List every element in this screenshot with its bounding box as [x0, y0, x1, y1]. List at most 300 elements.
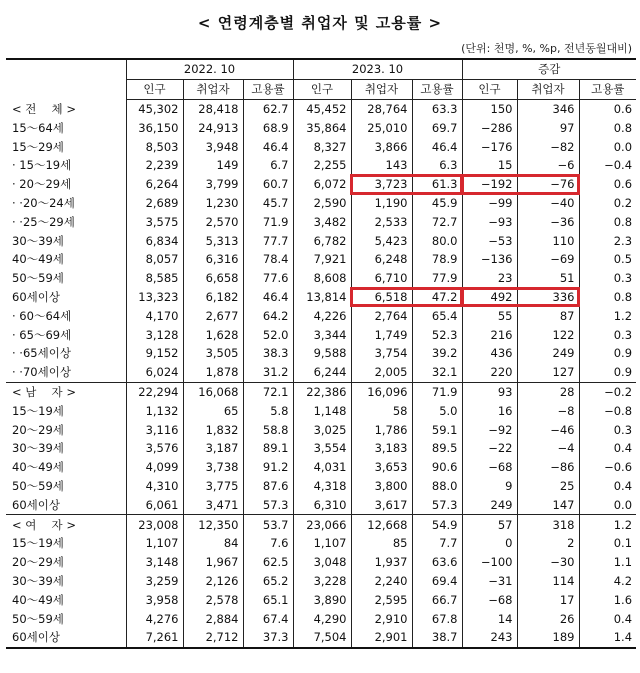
cell-rate-2023: 6.3 [412, 156, 462, 175]
cell-employed-2023: 1,749 [351, 325, 412, 344]
col-population-change: 인구 [462, 79, 517, 99]
cell-employed-change: 346 [517, 99, 579, 118]
cell-rate-2023: 78.9 [412, 250, 462, 269]
cell-rate-2023: 7.7 [412, 534, 462, 553]
cell-population-2022: 23,008 [126, 515, 183, 534]
cell-rate-change: 0.3 [579, 325, 636, 344]
cell-employed-change: −6 [517, 156, 579, 175]
table-row [6, 458, 636, 477]
cell-population-2022: 4,276 [126, 609, 183, 628]
cell-population-2023: 8,608 [293, 269, 351, 288]
cell-population-2022: 22,294 [126, 382, 183, 401]
cell-population-change: 9 [462, 477, 517, 496]
cell-population-change: −192 [462, 175, 517, 194]
cell-employed-2023: 1,190 [351, 194, 412, 213]
cell-population-2022: 8,585 [126, 269, 183, 288]
cell-population-2023: 3,554 [293, 439, 351, 458]
col-population-2023: 인구 [293, 79, 351, 99]
cell-population-2023: 6,072 [293, 175, 351, 194]
cell-employed-2023: 3,617 [351, 495, 412, 514]
cell-population-2023: 9,588 [293, 344, 351, 363]
cell-population-2023: 7,504 [293, 628, 351, 648]
cell-rate-2023: 46.4 [412, 137, 462, 156]
cell-rate-change: 2.3 [579, 231, 636, 250]
row-label: · ·20～24세 [12, 195, 75, 210]
row-label: 40～49세 [12, 252, 64, 267]
row-label: 15～29세 [12, 139, 64, 154]
cell-population-2022: 6,264 [126, 175, 183, 194]
cell-employed-2022: 149 [183, 156, 243, 175]
row-label: 50～59세 [12, 611, 64, 626]
col-employed-change: 취업자 [517, 79, 579, 99]
table-row [6, 420, 636, 439]
cell-employed-2022: 2,578 [183, 590, 243, 609]
cell-employed-change: −40 [517, 194, 579, 213]
cell-employed-change: 2 [517, 534, 579, 553]
cell-rate-2022: 65.2 [243, 572, 293, 591]
cell-employed-2022: 6,316 [183, 250, 243, 269]
row-label: · 65～69세 [12, 327, 72, 342]
table-row [6, 306, 636, 325]
cell-population-2023: 6,310 [293, 495, 351, 514]
year-2022-header: 2022. 10 [126, 59, 293, 79]
cell-employed-change: −76 [517, 175, 579, 194]
cell-population-2022: 4,099 [126, 458, 183, 477]
cell-population-2023: 45,452 [293, 99, 351, 118]
cell-population-change: 492 [462, 288, 517, 307]
cell-rate-change: 1.1 [579, 553, 636, 572]
cell-population-2023: 2,590 [293, 194, 351, 213]
cell-rate-change: 0.3 [579, 420, 636, 439]
cell-employed-change: −69 [517, 250, 579, 269]
cell-employed-2023: 3,800 [351, 477, 412, 496]
cell-rate-change: −0.4 [579, 156, 636, 175]
cell-population-2023: 4,226 [293, 306, 351, 325]
cell-population-change: −53 [462, 231, 517, 250]
cell-rate-2022: 6.7 [243, 156, 293, 175]
cell-rate-change: −0.2 [579, 382, 636, 401]
row-label: 15～19세 [12, 536, 64, 551]
cell-employed-2022: 28,418 [183, 99, 243, 118]
cell-population-change: 243 [462, 628, 517, 648]
cell-population-2022: 1,107 [126, 534, 183, 553]
cell-population-2023: 7,921 [293, 250, 351, 269]
cell-employed-2022: 2,884 [183, 609, 243, 628]
col-rate-2023: 고용률 [412, 79, 462, 99]
cell-population-2022: 13,323 [126, 288, 183, 307]
cell-employed-change: −8 [517, 401, 579, 420]
cell-employed-2022: 1,967 [183, 553, 243, 572]
cell-rate-2022: 64.2 [243, 306, 293, 325]
cell-population-2023: 23,066 [293, 515, 351, 534]
row-label: 15～64세 [12, 120, 64, 135]
cell-rate-2023: 66.7 [412, 590, 462, 609]
cell-rate-2022: 89.1 [243, 439, 293, 458]
cell-population-2022: 4,170 [126, 306, 183, 325]
cell-rate-change: 1.6 [579, 590, 636, 609]
cell-employed-2023: 1,937 [351, 553, 412, 572]
cell-population-2023: 3,025 [293, 420, 351, 439]
table-row [6, 401, 636, 420]
cell-employed-2023: 6,710 [351, 269, 412, 288]
cell-rate-2023: 45.9 [412, 194, 462, 213]
cell-rate-2022: 5.8 [243, 401, 293, 420]
table-row [6, 194, 636, 213]
cell-rate-2022: 46.4 [243, 137, 293, 156]
cell-rate-2023: 38.7 [412, 628, 462, 648]
cell-population-change: 150 [462, 99, 517, 118]
row-label: · ·65세이상 [12, 346, 71, 361]
cell-rate-2022: 46.4 [243, 288, 293, 307]
cell-population-2022: 2,239 [126, 156, 183, 175]
cell-employed-change: 97 [517, 118, 579, 137]
cell-rate-2022: 52.0 [243, 325, 293, 344]
row-label: 40～49세 [12, 460, 64, 475]
cell-rate-2022: 62.7 [243, 99, 293, 118]
table-row [6, 231, 636, 250]
year-2023-header: 2023. 10 [293, 59, 462, 79]
row-label: 20～29세 [12, 555, 64, 570]
cell-rate-2022: 60.7 [243, 175, 293, 194]
cell-rate-2023: 89.5 [412, 439, 462, 458]
cell-rate-2022: 58.8 [243, 420, 293, 439]
row-label: 60세이상 [12, 289, 60, 304]
cell-employed-change: 25 [517, 477, 579, 496]
cell-rate-change: 0.4 [579, 609, 636, 628]
cell-rate-change: 0.3 [579, 269, 636, 288]
table-row [6, 212, 636, 231]
cell-rate-2023: 61.3 [412, 175, 462, 194]
table-row [6, 156, 636, 175]
cell-population-2022: 6,834 [126, 231, 183, 250]
cell-rate-2023: 65.4 [412, 306, 462, 325]
cell-rate-2022: 67.4 [243, 609, 293, 628]
cell-employed-2022: 6,658 [183, 269, 243, 288]
cell-population-change: −68 [462, 590, 517, 609]
table-title: < 연령계층별 취업자 및 고용률 > [197, 14, 443, 32]
cell-population-2022: 2,689 [126, 194, 183, 213]
cell-rate-2022: 71.9 [243, 212, 293, 231]
row-label: · 20～29세 [12, 177, 72, 192]
cell-employed-change: 87 [517, 306, 579, 325]
cell-employed-change: −4 [517, 439, 579, 458]
table-row [6, 344, 636, 363]
cell-rate-change: 0.9 [579, 363, 636, 382]
cell-employed-2022: 1,628 [183, 325, 243, 344]
cell-population-change: −93 [462, 212, 517, 231]
cell-population-change: 93 [462, 382, 517, 401]
cell-population-2023: 1,107 [293, 534, 351, 553]
row-label: 20～29세 [12, 422, 64, 437]
row-label: 40～49세 [12, 592, 64, 607]
highlight-box-20-29-change [461, 174, 580, 195]
cell-rate-2022: 57.3 [243, 495, 293, 514]
cell-rate-change: 0.6 [579, 99, 636, 118]
cell-population-change: 249 [462, 495, 517, 514]
cell-population-2023: 3,048 [293, 553, 351, 572]
cell-population-2022: 9,152 [126, 344, 183, 363]
col-employed-2023: 취업자 [351, 79, 412, 99]
cell-population-2023: 3,890 [293, 590, 351, 609]
cell-rate-2023: 90.6 [412, 458, 462, 477]
cell-employed-change: 127 [517, 363, 579, 382]
cell-rate-change: 0.6 [579, 175, 636, 194]
cell-rate-2022: 77.6 [243, 269, 293, 288]
cell-population-2022: 6,024 [126, 363, 183, 382]
table-row [6, 382, 636, 401]
cell-population-change: 16 [462, 401, 517, 420]
row-label: 15～19세 [12, 403, 64, 418]
col-rate-change: 고용률 [579, 79, 636, 99]
table-row [6, 250, 636, 269]
cell-population-2022: 8,057 [126, 250, 183, 269]
cell-population-change: −31 [462, 572, 517, 591]
table-row [6, 553, 636, 572]
cell-rate-change: 0.8 [579, 212, 636, 231]
highlight-box-60-plus [350, 287, 463, 308]
header-row-years [6, 59, 636, 79]
cell-rate-2022: 91.2 [243, 458, 293, 477]
row-label: 30～39세 [12, 573, 64, 588]
cell-population-2022: 3,148 [126, 553, 183, 572]
cell-rate-2023: 71.9 [412, 382, 462, 401]
cell-employed-2022: 1,230 [183, 194, 243, 213]
cell-rate-change: 0.4 [579, 439, 636, 458]
cell-employed-change: 318 [517, 515, 579, 534]
table-row [6, 137, 636, 156]
cell-population-2023: 8,327 [293, 137, 351, 156]
cell-population-2022: 4,310 [126, 477, 183, 496]
cell-rate-change: −0.8 [579, 401, 636, 420]
cell-rate-2022: 53.7 [243, 515, 293, 534]
cell-employed-change: 28 [517, 382, 579, 401]
cell-employed-2023: 2,901 [351, 628, 412, 648]
cell-employed-change: 147 [517, 495, 579, 514]
cell-rate-change: 0.0 [579, 495, 636, 514]
cell-employed-change: −86 [517, 458, 579, 477]
row-label: 30～39세 [12, 441, 64, 456]
cell-rate-2023: 69.4 [412, 572, 462, 591]
cell-rate-2023: 32.1 [412, 363, 462, 382]
cell-rate-change: 4.2 [579, 572, 636, 591]
cell-population-2022: 3,958 [126, 590, 183, 609]
row-label: · 15～19세 [12, 158, 72, 173]
cell-employed-2023: 3,183 [351, 439, 412, 458]
cell-employed-change: −46 [517, 420, 579, 439]
cell-employed-change: −30 [517, 553, 579, 572]
cell-rate-2022: 78.4 [243, 250, 293, 269]
cell-rate-2023: 52.3 [412, 325, 462, 344]
cell-employed-2022: 3,505 [183, 344, 243, 363]
cell-population-2022: 3,575 [126, 212, 183, 231]
cell-population-2022: 7,261 [126, 628, 183, 648]
cell-employed-change: 336 [517, 288, 579, 307]
cell-employed-2022: 3,948 [183, 137, 243, 156]
cell-population-2022: 6,061 [126, 495, 183, 514]
cell-population-2023: 3,228 [293, 572, 351, 591]
cell-population-2022: 3,116 [126, 420, 183, 439]
table-row [6, 590, 636, 609]
cell-rate-change: 1.4 [579, 628, 636, 648]
cell-employed-2023: 6,518 [351, 288, 412, 307]
cell-employed-change: −36 [517, 212, 579, 231]
row-label-header [6, 59, 126, 99]
cell-rate-2023: 63.3 [412, 99, 462, 118]
table-row [6, 269, 636, 288]
employment-table [6, 58, 636, 649]
cell-population-2023: 35,864 [293, 118, 351, 137]
cell-rate-2022: 31.2 [243, 363, 293, 382]
cell-employed-2022: 6,182 [183, 288, 243, 307]
cell-employed-2023: 3,653 [351, 458, 412, 477]
cell-employed-2022: 3,775 [183, 477, 243, 496]
cell-population-change: −92 [462, 420, 517, 439]
cell-employed-2022: 5,313 [183, 231, 243, 250]
cell-employed-2023: 25,010 [351, 118, 412, 137]
cell-employed-2022: 16,068 [183, 382, 243, 401]
cell-rate-2023: 57.3 [412, 495, 462, 514]
cell-employed-change: 17 [517, 590, 579, 609]
row-label: · ·70세이상 [12, 365, 71, 380]
cell-rate-change: 1.2 [579, 306, 636, 325]
cell-employed-2023: 58 [351, 401, 412, 420]
row-label: · ·25～29세 [12, 214, 75, 229]
cell-rate-2023: 72.7 [412, 212, 462, 231]
cell-rate-change: 0.4 [579, 477, 636, 496]
table-row [6, 477, 636, 496]
row-label: 30～39세 [12, 233, 64, 248]
table-row [6, 572, 636, 591]
cell-rate-2023: 5.0 [412, 401, 462, 420]
cell-population-change: 436 [462, 344, 517, 363]
cell-rate-2022: 87.6 [243, 477, 293, 496]
cell-rate-2023: 69.7 [412, 118, 462, 137]
row-label: < 전 체 > [12, 101, 76, 116]
cell-employed-2023: 2,533 [351, 212, 412, 231]
cell-population-change: −22 [462, 439, 517, 458]
cell-rate-change: −0.6 [579, 458, 636, 477]
cell-population-2023: 3,344 [293, 325, 351, 344]
cell-population-change: −100 [462, 553, 517, 572]
cell-population-2022: 45,302 [126, 99, 183, 118]
cell-rate-2023: 47.2 [412, 288, 462, 307]
cell-rate-2023: 67.8 [412, 609, 462, 628]
cell-rate-2023: 54.9 [412, 515, 462, 534]
unit-note: (단위: 천명, %, %p, 전년동월대비) [461, 42, 632, 55]
cell-employed-2023: 2,240 [351, 572, 412, 591]
cell-employed-2023: 12,668 [351, 515, 412, 534]
cell-employed-2022: 2,570 [183, 212, 243, 231]
cell-population-2022: 1,132 [126, 401, 183, 420]
cell-employed-2023: 2,910 [351, 609, 412, 628]
cell-population-change: −99 [462, 194, 517, 213]
cell-employed-2023: 3,723 [351, 175, 412, 194]
cell-population-2023: 6,244 [293, 363, 351, 382]
cell-population-2022: 3,128 [126, 325, 183, 344]
cell-employed-2023: 6,248 [351, 250, 412, 269]
row-label: 50～59세 [12, 478, 64, 493]
cell-rate-change: 0.8 [579, 288, 636, 307]
cell-employed-2023: 2,764 [351, 306, 412, 325]
cell-employed-2023: 28,764 [351, 99, 412, 118]
cell-employed-2023: 5,423 [351, 231, 412, 250]
cell-rate-2023: 63.6 [412, 553, 462, 572]
row-label: < 남 자 > [6, 382, 126, 401]
cell-rate-2023: 88.0 [412, 477, 462, 496]
cell-rate-change: 0.0 [579, 137, 636, 156]
table-row [6, 99, 636, 118]
cell-rate-2023: 39.2 [412, 344, 462, 363]
cell-population-2023: 13,814 [293, 288, 351, 307]
cell-employed-2022: 3,738 [183, 458, 243, 477]
row-label: · 60～64세 [12, 308, 72, 323]
cell-population-change: 216 [462, 325, 517, 344]
cell-rate-change: 0.2 [579, 194, 636, 213]
cell-employed-2023: 2,005 [351, 363, 412, 382]
table-row [6, 439, 636, 458]
cell-rate-change: 0.8 [579, 118, 636, 137]
cell-employed-change: 122 [517, 325, 579, 344]
cell-population-change: 23 [462, 269, 517, 288]
table-row [6, 363, 636, 382]
cell-rate-2023: 77.9 [412, 269, 462, 288]
cell-employed-2023: 3,866 [351, 137, 412, 156]
cell-employed-2022: 12,350 [183, 515, 243, 534]
cell-population-change: 220 [462, 363, 517, 382]
cell-rate-2022: 68.9 [243, 118, 293, 137]
cell-rate-change: 0.1 [579, 534, 636, 553]
cell-employed-2022: 3,471 [183, 495, 243, 514]
cell-rate-2022: 65.1 [243, 590, 293, 609]
cell-employed-change: −82 [517, 137, 579, 156]
table-row [6, 118, 636, 137]
cell-employed-2023: 85 [351, 534, 412, 553]
highlight-box-20-29 [350, 174, 463, 195]
cell-population-2023: 4,290 [293, 609, 351, 628]
cell-employed-2022: 84 [183, 534, 243, 553]
cell-rate-2022: 37.3 [243, 628, 293, 648]
cell-population-change: 14 [462, 609, 517, 628]
cell-population-2022: 8,503 [126, 137, 183, 156]
cell-population-change: −286 [462, 118, 517, 137]
cell-population-2023: 3,482 [293, 212, 351, 231]
cell-employed-2023: 1,786 [351, 420, 412, 439]
cell-employed-2022: 24,913 [183, 118, 243, 137]
row-label: 60세이상 [6, 628, 126, 648]
cell-rate-2023: 80.0 [412, 231, 462, 250]
cell-employed-2023: 143 [351, 156, 412, 175]
cell-employed-2022: 2,712 [183, 628, 243, 648]
cell-population-2023: 22,386 [293, 382, 351, 401]
cell-rate-change: 1.2 [579, 515, 636, 534]
cell-population-change: 57 [462, 515, 517, 534]
cell-rate-2022: 7.6 [243, 534, 293, 553]
cell-population-2023: 4,031 [293, 458, 351, 477]
cell-rate-2023: 59.1 [412, 420, 462, 439]
cell-rate-change: 0.5 [579, 250, 636, 269]
cell-employed-2022: 1,878 [183, 363, 243, 382]
cell-rate-2022: 45.7 [243, 194, 293, 213]
cell-employed-2023: 16,096 [351, 382, 412, 401]
cell-rate-2022: 62.5 [243, 553, 293, 572]
cell-employed-2023: 2,595 [351, 590, 412, 609]
cell-population-change: −136 [462, 250, 517, 269]
cell-employed-change: 114 [517, 572, 579, 591]
row-label: 50～59세 [12, 271, 64, 286]
table-row [6, 534, 636, 553]
cell-population-change: 55 [462, 306, 517, 325]
cell-employed-change: 26 [517, 609, 579, 628]
